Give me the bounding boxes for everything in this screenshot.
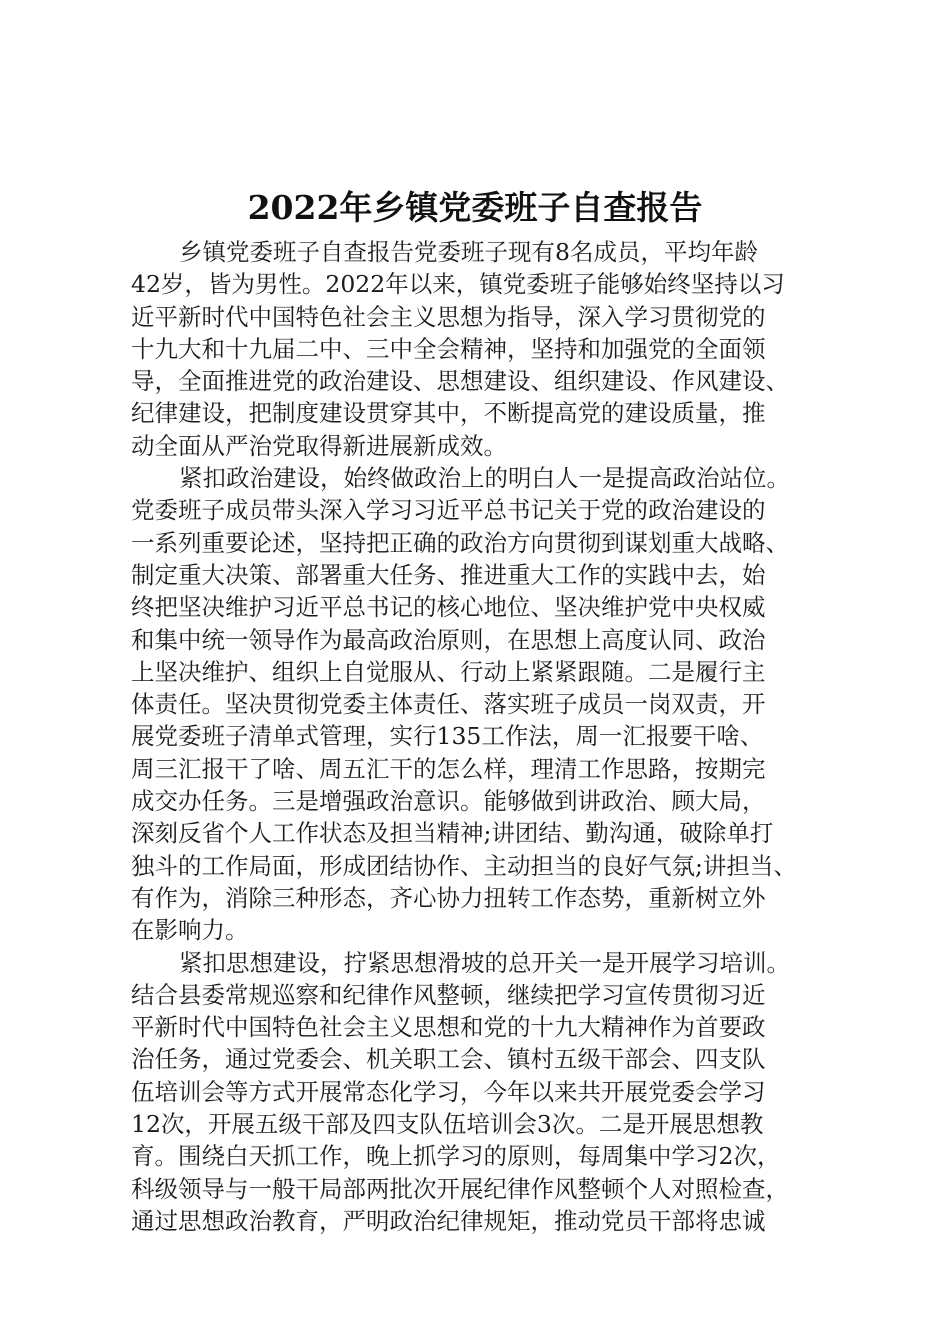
paragraph-line: 体责任。坚决贯彻党委主体责任、落实班子成员一岗双责，开 <box>131 690 766 719</box>
paragraph-first-line: 紧扣政治建设，始终做政治上的明白人一是提高政治站位。 <box>179 464 790 493</box>
paragraph-line: 独斗的工作局面，形成团结协作、主动担当的良好气氛;讲担当、 <box>131 851 797 880</box>
paragraph-line: 治任务，通过党委会、机关职工会、镇村五级干部会、四支队 <box>131 1045 766 1074</box>
paragraph-line: 有作为，消除三种形态，齐心协力扭转工作态势，重新树立外 <box>131 883 766 912</box>
paragraph-line: 育。围绕白天抓工作，晚上抓学习的原则，每周集中学习2次， <box>131 1142 781 1171</box>
paragraph-first-line: 紧扣思想建设，拧紧思想滑坡的总开关一是开展学习培训。 <box>179 948 790 977</box>
paragraph-line: 展党委班子清单式管理，实行135工作法，周一汇报要干啥、 <box>131 722 764 751</box>
document-title: 2022年乡镇党委班子自查报告 <box>247 188 703 227</box>
paragraph-line: 伍培训会等方式开展常态化学习，今年以来共开展党委会学习 <box>131 1077 766 1106</box>
paragraph-line: 结合县委常规巡察和纪律作风整顿，继续把学习宣传贯彻习近 <box>131 980 766 1009</box>
paragraph-line: 周三汇报干了啥、周五汇干的怎么样，理清工作思路，按期完 <box>131 754 766 783</box>
document-body <box>131 236 855 1237</box>
paragraph-line: 在影响力。 <box>131 916 249 945</box>
paragraph-line: 通过思想政治教育，严明政治纪律规矩，推动党员干部将忠诚 <box>131 1206 766 1235</box>
paragraph-line: 12次，开展五级干部及四支队伍培训会3次。二是开展思想教 <box>131 1110 764 1139</box>
paragraph-line: 导，全面推进党的政治建设、思想建设、组织建设、作风建设、 <box>131 367 789 396</box>
paragraph-line: 科级领导与一般干局部两批次开展纪律作风整顿个人对照检查， <box>131 1174 789 1203</box>
paragraph-line: 终把坚决维护习近平总书记的核心地位、坚决维护党中央权威 <box>131 593 766 622</box>
paragraph-line: 制定重大决策、部署重大任务、推进重大工作的实践中去，始 <box>131 560 766 589</box>
paragraph-line: 十九大和十九届二中、三中全会精神，坚持和加强党的全面领 <box>131 334 766 363</box>
paragraph-line: 平新时代中国特色社会主义思想和党的十九大精神作为首要政 <box>131 1013 766 1042</box>
paragraph-line: 党委班子成员带头深入学习习近平总书记关于党的政治建设的 <box>131 496 766 525</box>
paragraph-line: 纪律建设，把制度建设贯穿其中，不断提高党的建设质量，推 <box>131 399 766 428</box>
paragraph-line: 42岁，皆为男性。2022年以来，镇党委班子能够始终坚持以习 <box>131 270 785 299</box>
paragraph-line: 一系列重要论述，坚持把正确的政治方向贯彻到谋划重大战略、 <box>131 528 789 557</box>
paragraph-line: 动全面从严治党取得新进展新成效。 <box>131 431 507 460</box>
paragraph-line: 和集中统一领导作为最高政治原则，在思想上高度认同、政治 <box>131 625 766 654</box>
paragraph-line: 成交办任务。三是增强政治意识。能够做到讲政治、顾大局， <box>131 787 766 816</box>
paragraph-line: 深刻反省个人工作状态及担当精神;讲团结、勤沟通，破除单打 <box>131 819 774 848</box>
paragraph-line: 近平新时代中国特色社会主义思想为指导，深入学习贯彻党的 <box>131 302 766 331</box>
paragraph-first-line: 乡镇党委班子自查报告党委班子现有8名成员，平均年龄 <box>179 238 758 266</box>
paragraph-line: 上坚决维护、组织上自觉服从、行动上紧紧跟随。二是履行主 <box>131 657 766 686</box>
